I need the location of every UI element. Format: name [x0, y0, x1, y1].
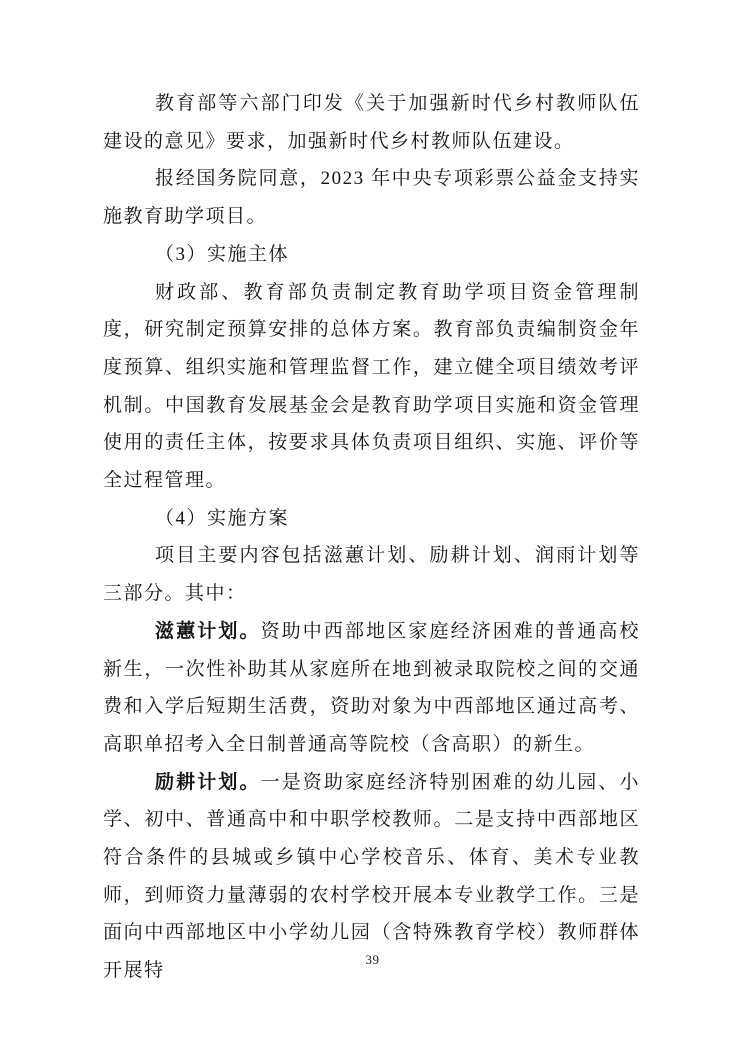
paragraph-text: （4）实施方案: [155, 507, 290, 529]
paragraph: [103, 537, 640, 612]
paragraph-text: 财政部、教育部负责制定教育助学项目资金管理制度，研究制定预算安排的总体方案。教育部负责编制资金年度预算、组织实施和管理监督工作，建立健全项目绩效考评机制。中国教育发展基金会是教育助学项目实施和资金管理使用的责任主体，按要求具体负责项目组织、实施、评价等全过程管理。: [103, 281, 640, 492]
paragraph: [103, 236, 640, 274]
paragraph: [103, 613, 640, 764]
paragraph: [103, 500, 640, 538]
paragraph-text: 教育部等六部门印发《关于加强新时代乡村教师队伍建设的意见》要求，加强新时代乡村教师队伍建设。: [103, 93, 640, 152]
paragraph-lead: 滋蕙计划。: [155, 620, 261, 642]
page-footer: [0, 951, 745, 969]
paragraph-text: 一是资助家庭经济特别困难的幼儿园、小学、初中、普通高中和中职学校教师。二是支持中西部地区符合条件的县城或乡镇中心学校音乐、体育、美术专业教师，到师资力量薄弱的农村学校开展本专业教学工作。三是面向中西部地区中小学幼儿园（含特殊教育学校）教师群体开展特: [103, 771, 640, 982]
paragraph-text: （3）实施主体: [155, 243, 290, 265]
paragraph-text: 资助中西部地区家庭经济困难的普通高校新生，一次性补助其从家庭所在地到被录取院校之间的交通费和入学后短期生活费，资助对象为中西部地区通过高考、高职单招考入全日制普通高等院校（含高职）的新生。: [103, 620, 640, 755]
document-body: [103, 85, 640, 990]
paragraph-lead: 励耕计划。: [155, 771, 261, 793]
paragraph: [103, 274, 640, 500]
paragraph-text: 项目主要内容包括滋蕙计划、励耕计划、润雨计划等三部分。其中：: [103, 545, 640, 605]
page-number: 39: [365, 952, 380, 967]
paragraph: [103, 85, 640, 160]
paragraph-text: 报经国务院同意，2023 年中央专项彩票公益金支持实施教育助学项目。: [103, 168, 640, 228]
paragraph: [103, 160, 640, 235]
